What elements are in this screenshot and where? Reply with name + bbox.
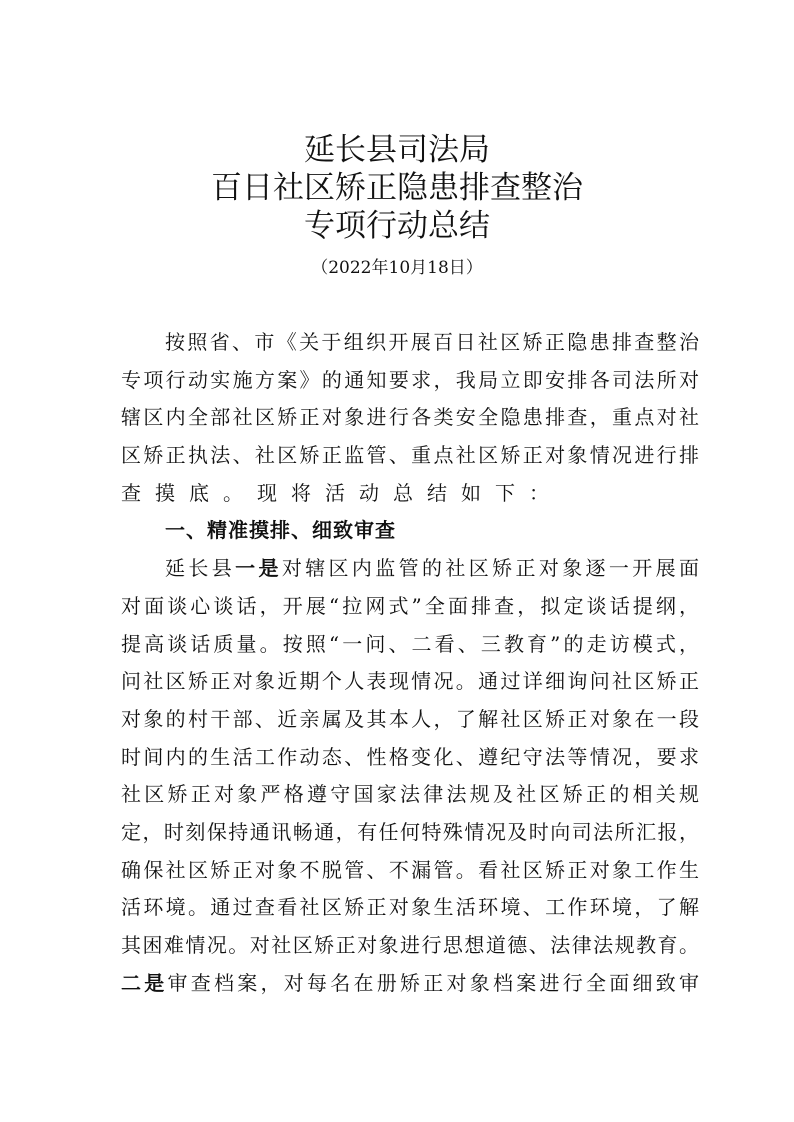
body-text-line [121,475,699,513]
title-line-1: 延长县司法局 [304,132,490,168]
text-run: 提高谈话质量。按照“一问、二看、三教育”的走访模式， [121,631,699,656]
body-text-line [121,626,699,664]
body-text-line [121,776,699,814]
title-line-3: 专项行动总结 [304,208,490,244]
document-body [121,324,699,1002]
text-run: 审查档案，对每名在册矫正对象档案进行全面细致审 [167,970,699,995]
text-run: 确保社区矫正对象不脱管、不漏管。看社区矫正对象工作生 [121,857,699,882]
text-run: 按照省、市《关于组织开展百日社区矫正隐患排查整治 [165,330,699,354]
text-run: 对象的村干部、近亲属及其本人，了解社区矫正对象在一段 [121,706,699,731]
bold-text: 二是 [121,970,168,995]
text-run: 其困难情况。对社区矫正对象进行思想道德、法律法规教育。 [121,933,699,957]
bold-text: 一是 [235,556,282,581]
body-text-line [121,550,699,588]
body-text-line [121,814,699,852]
body-text-line [121,663,699,701]
body-text-line [121,889,699,927]
text-run: 辖区内全部社区矫正对象进行各类安全隐患排查，重点对社 [121,405,699,430]
text-run: 活环境。通过查看社区矫正对象生活环境、工作环境，了解 [121,895,699,920]
text-run: 问社区矫正对象近期个人表现情况。通过详细询问社区矫正 [121,669,699,694]
text-run: 区矫正执法、社区矫正监管、重点社区矫正对象情况进行排 [121,443,699,468]
body-text-line [121,965,699,1003]
body-text-line [121,927,699,965]
text-run: 定，时刻保持通讯畅通，有任何特殊情况及时向司法所汇报， [121,819,699,844]
text-run: 一、精准摸排、细致审查 [165,518,396,543]
body-text-line [121,588,699,626]
body-text-line [121,362,699,400]
body-text-line [121,324,699,362]
text-run: 对面谈心谈话，开展“拉网式”全面排查，拟定谈话提纲， [121,593,699,618]
document-date: （2022年10月18日） [311,258,483,278]
text-run: 专项行动实施方案》的通知要求，我局立即安排各司法所对 [121,367,699,392]
body-text-line [121,437,699,475]
document-title [0,131,794,245]
body-text-line [121,701,699,739]
text-run: 时间内的生活工作动态、性格变化、遵纪守法等情况，要求 [121,744,699,769]
body-text-line [121,739,699,777]
text-run: 对辖区内监管的社区矫正对象逐一开展面 [281,556,700,581]
body-text-line [121,852,699,890]
section-heading [121,512,699,550]
text-run: 查摸底。现将活动总结如下： [121,480,563,505]
body-text-line [121,399,699,437]
text-run: 社区矫正对象严格遵守国家法律法规及社区矫正的相关规 [121,782,699,807]
text-run: 延长县 [165,556,236,581]
title-line-2: 百日社区矫正隐患排查整治 [211,170,583,206]
